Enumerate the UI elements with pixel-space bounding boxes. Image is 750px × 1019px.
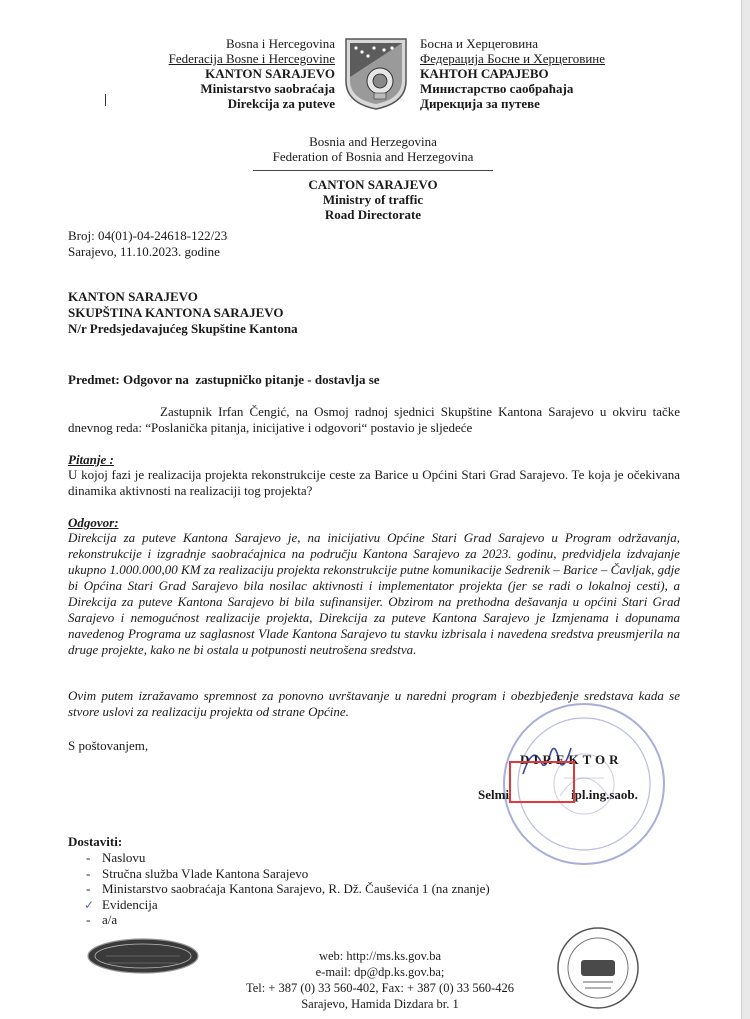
signer-name-end: ipl.ing.saob. — [571, 787, 638, 802]
redaction-box — [509, 761, 575, 803]
tuv-cert-logo-icon — [555, 924, 641, 1016]
header-english-federation: Federation of Bosnia and Herzegovina — [272, 149, 474, 164]
header-right-federation: Федерација Босне и Херцеговине — [420, 51, 606, 66]
header-divider — [253, 170, 493, 171]
answer-label: Odgovor: — [68, 515, 119, 530]
footer-phone: Tel: + 387 (0) 33 560-402, Fax: + 387 (0) 33 560-426 — [245, 981, 515, 995]
list-item: - Stručna služba Vlade Kantona Sarajevo — [86, 865, 309, 881]
header-left-federation: Federacija Bosne i Hercegovine — [168, 51, 335, 66]
recipient-line-3: N/r Predsjedavajućeg Skupštine Kantona — [68, 321, 298, 336]
distribution-list — [86, 850, 490, 928]
footer-address: Sarajevo, Hamida Dizdara br. 1 — [301, 997, 459, 1011]
header-english — [200, 134, 546, 222]
header-english-country: Bosnia and Herzegovina — [309, 134, 437, 149]
list-item: ✓ Evidencija — [84, 896, 158, 912]
recipient-block — [68, 289, 298, 337]
header-english-canton: CANTON SARAJEVO — [308, 177, 438, 192]
signer-name-start: Selmi — [478, 787, 510, 802]
recipient-line-2: SKUPŠTINA KANTONA SARAJEVO — [68, 305, 284, 320]
header-left-country: Bosna i Hercegovina — [225, 36, 335, 51]
footer-web: web: http://ms.ks.gov.ba — [318, 949, 442, 963]
answer-text: Direkcija za puteve Kantona Sarajevo je, na inicijativu Općine Stari Grad Sarajevo u Program održavanja, rekonstrukcije i izgradnje saobraćajnica na području Kantona Sarajevo za 2023. godinu, predvidjela izdvajanje ukupno 1.000.000,00 KM za realizaciju projekta rekonstrukcije putne komunikacije Sedrenik – Barice – Čavljak, gdje bi Općina Stari Grad Sarajevo bila nosilac aktivnosti i implementator projekta (jer se radi o lokalnoj cesti), a Direkcija za puteve Kantona Sarajevo bi bila sufinansijer. Obzirom na prethodna dešavanja u općini Stari Grad Sarajevo i nemogućnost realizacije projekta, Direkcija za puteve Kantona Sarajevo je Izmjenama i dopunama navedenog Programa uz saglasnost Vlade Kantona Sarajevo tu stavku izbrisala i navedena sredstva preusmjerila na druge projekte, kako ne bi ostala u potpunosti neutrošena sredstva. — [68, 530, 680, 657]
header-english-ministry: Ministry of traffic — [322, 192, 424, 207]
header-right-directorate: Дирекција за путеве — [420, 96, 540, 111]
reference-date: Sarajevo, 11.10.2023. godine — [68, 244, 220, 259]
header-left — [130, 36, 335, 111]
list-item: - a/a — [86, 912, 118, 927]
regards-line: S poštovanjem, — [68, 738, 149, 753]
text-cursor — [105, 94, 106, 106]
question-label: Pitanje : — [68, 452, 114, 467]
recipient-line-1: KANTON SARAJEVO — [68, 289, 198, 304]
reference-block — [68, 228, 227, 260]
question-text: U kojoj fazi je realizacija projekta rekonstrukcije ceste za Barice u Općini Stari Grad Sarajevo. Te koja je očekivana dinamika aktivnosti na realizaciji tog projekta? — [68, 467, 680, 498]
canton-crest-icon — [344, 37, 408, 111]
list-item: - Ministarstvo saobraćaja Kantona Sarajevo, R. Dž. Čauševića 1 (na znanje) — [86, 881, 490, 896]
header-english-directorate: Road Directorate — [324, 207, 422, 222]
header-right-country: Босна и Херцеговина — [420, 36, 538, 51]
list-item: - Naslovu — [86, 850, 146, 865]
header-left-ministry: Ministarstvo saobraćaja — [200, 81, 335, 96]
header-right-ministry: Министарство саобраћаја — [420, 81, 574, 96]
header-right — [420, 36, 670, 111]
intro-paragraph: Zastupnik Irfan Čengić, na Osmoj radnoj sjednici Skupštine Kantona Sarajevo u okviru tačke dnevnog reda: “Poslanička pitanja, inicijative i odgovori“ postavio je sljedeće — [68, 404, 680, 435]
award-logo-icon — [86, 937, 200, 975]
footer-email: e-mail: dp@dp.ks.gov.ba; — [315, 965, 445, 979]
checkmark-icon: ✓ — [84, 897, 95, 912]
viewer-edge — [741, 0, 750, 1019]
header-right-canton: КАНТОН САРАЈЕВО — [420, 66, 549, 81]
reference-number: Broj: 04(01)-04-24618-122/23 — [68, 228, 228, 243]
subject-line: Predmet: Odgovor na zastupničko pitanje - dostavlja se — [68, 372, 380, 387]
signer-title: DIREKTOR — [520, 752, 623, 767]
header-left-directorate: Direkcija za puteve — [227, 96, 335, 111]
distribution-label: Dostaviti: — [68, 834, 123, 849]
closing-paragraph: Ovim putem izražavamo spremnost za ponovno uvrštavanje u naredni program i obezbjeđenje sredstava kada se stvore uslovi za realizaciju projekta od strane Općine. — [68, 688, 680, 719]
footer-contact — [200, 948, 560, 1012]
header-left-canton: KANTON SARAJEVO — [205, 66, 335, 81]
